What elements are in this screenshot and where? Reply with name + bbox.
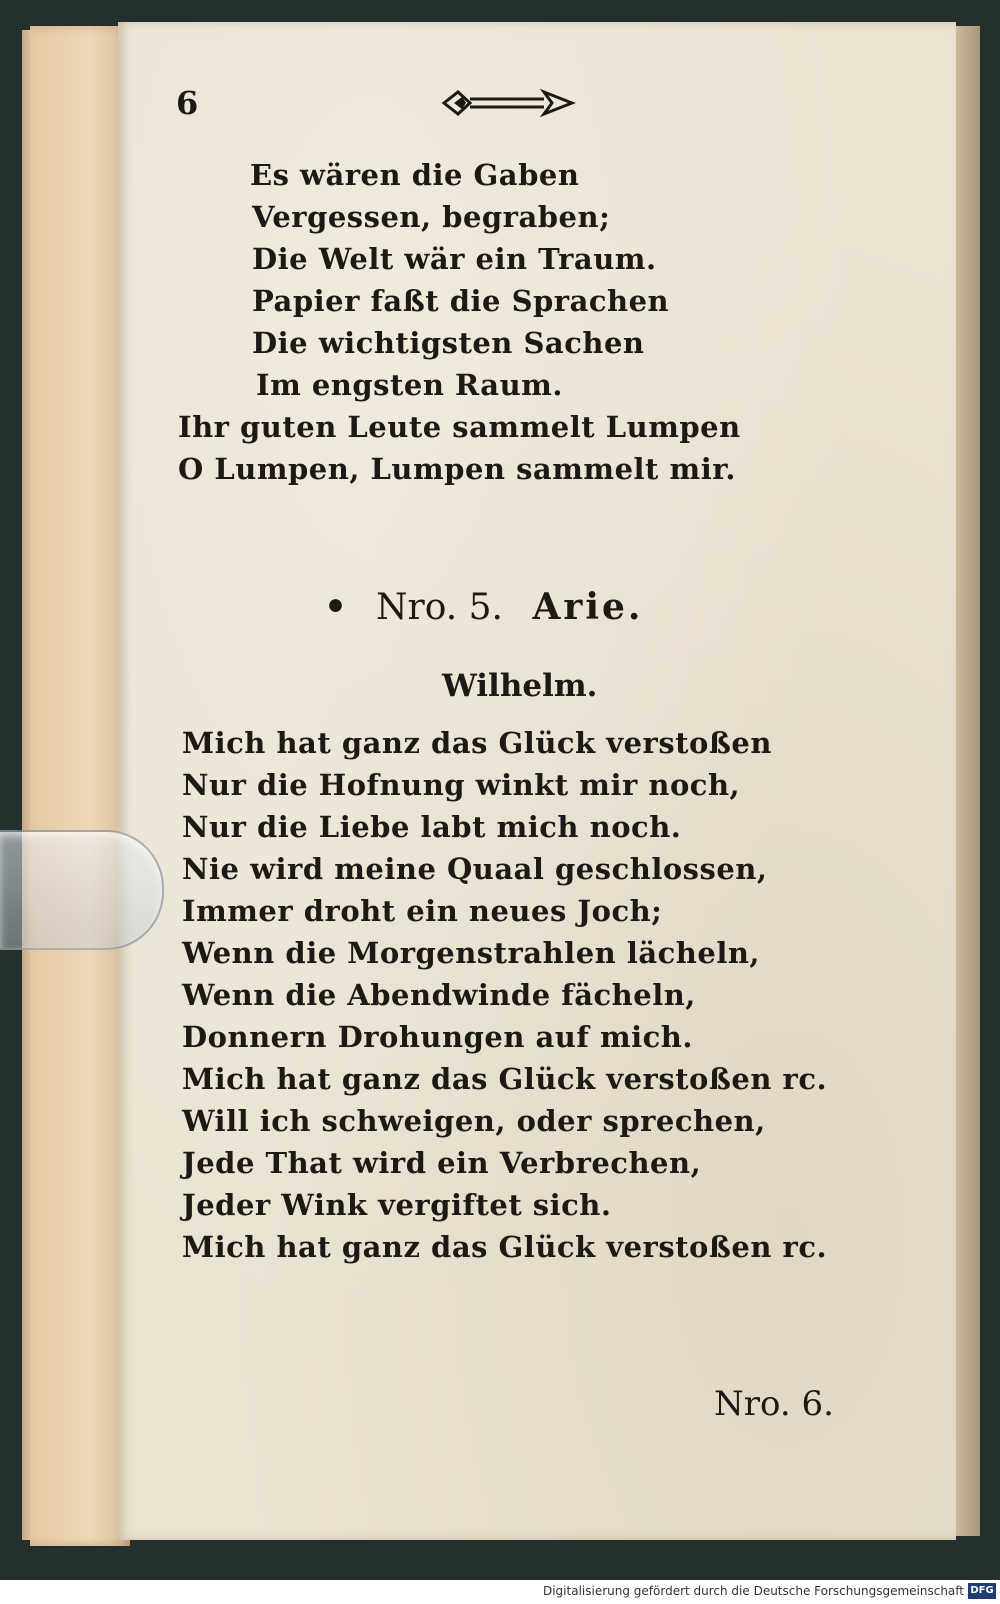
aria-line: Nie wird meine Quaal geschlossen, [182,852,768,886]
ornament-icon [440,88,576,118]
poem-line: Papier faßt die Sprachen [252,284,670,318]
section-number: Nro. 5. [376,587,503,628]
heading-dot: • [324,586,348,628]
dfg-logo: DFG [968,1583,996,1599]
aria-line: Wenn die Morgenstrahlen lächeln, [182,936,761,970]
footer [0,1580,1000,1604]
aria-line: Immer droht ein neues Joch; [182,894,663,928]
poem-line: Im engsten Raum. [256,368,563,402]
aria-line: Wenn die Abendwinde fächeln, [182,978,696,1012]
page-number: 6 [176,84,199,122]
catchword: Nro. 6. [714,1384,834,1424]
aria-line: Mich hat ganz das Glück verstoßen rc. [182,1230,828,1264]
poem-line: Vergessen, begraben; [252,200,611,234]
page-edge-right [956,26,980,1536]
section-title: Arie. [532,586,644,628]
poem-line: Es wären die Gaben [250,158,580,192]
poem-line: O Lumpen, Lumpen sammelt mir. [178,452,736,486]
aria-line: Nur die Hofnung winkt mir noch, [182,768,741,802]
previous-page-edge [30,26,130,1546]
aria-line: Jede That wird ein Verbrechen, [182,1146,702,1180]
book-clip [0,830,164,950]
aria-line: Mich hat ganz das Glück verstoßen rc. [182,1062,828,1096]
section-heading [324,586,644,628]
aria-line: Donnern Drohungen auf mich. [182,1020,693,1054]
aria-line: Will ich schweigen, oder sprechen, [182,1104,766,1138]
character-name: Wilhelm. [442,668,598,704]
footer-credit: Digitalisierung gefördert durch die Deutsche Forschungsgemeinschaft [542,1584,964,1598]
aria-line: Jeder Wink vergiftet sich. [182,1188,612,1222]
aria-line: Mich hat ganz das Glück verstoßen [182,726,772,760]
poem-line: Die Welt wär ein Traum. [252,242,657,276]
poem-line: Ihr guten Leute sammelt Lumpen [178,410,741,444]
poem-line: Die wichtigsten Sachen [252,326,645,360]
aria-line: Nur die Liebe labt mich noch. [182,810,682,844]
